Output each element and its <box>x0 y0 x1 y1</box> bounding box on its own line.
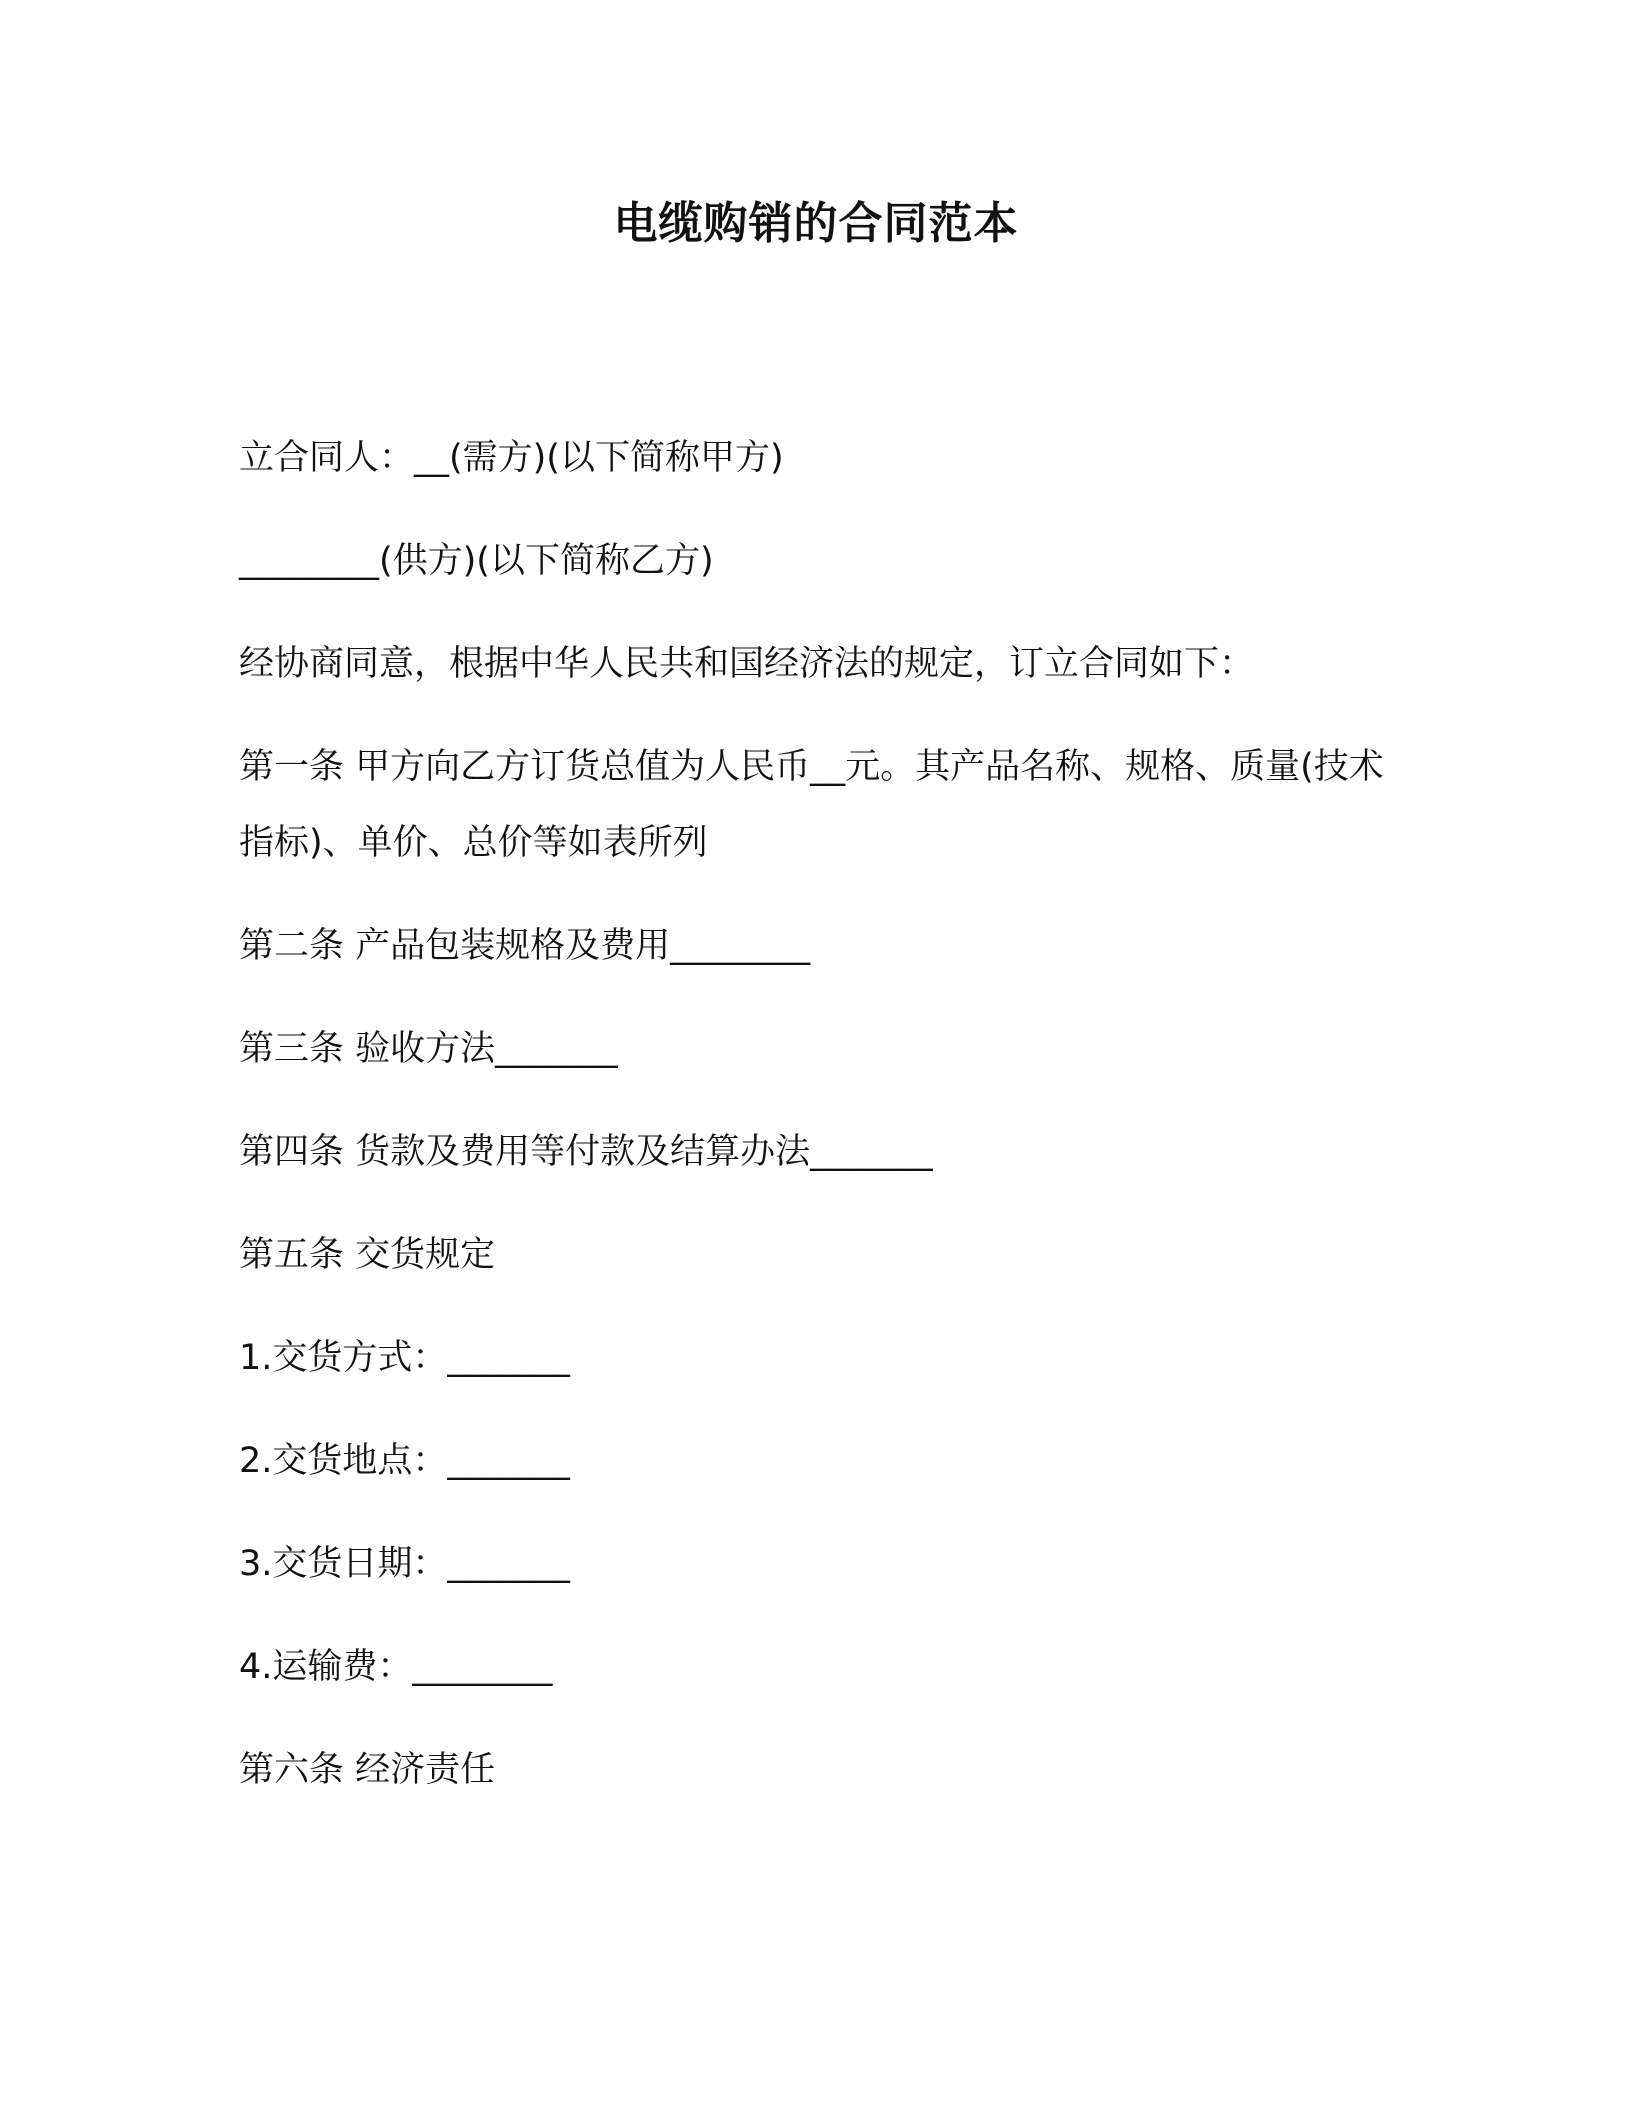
paragraph-article-2: 第二条 产品包装规格及费用________ <box>239 926 811 966</box>
paragraph-delivery-method: 1.交货方式：_______ <box>239 1338 570 1378</box>
paragraph-article-1: 第一条 甲方向乙方订货总值为人民币__元。其产品名称、规格、质量(技术指标)、单价、总价等如表所列 <box>239 747 1384 863</box>
paragraph-article-3: 第三条 验收方法_______ <box>239 1029 618 1069</box>
paragraph-preamble: 经协商同意，根据中华人民共和国经济法的规定，订立合同如下： <box>239 644 1255 684</box>
paragraph-article-5: 第五条 交货规定 <box>239 1235 496 1275</box>
paragraph-delivery-location: 2.交货地点：_______ <box>239 1441 570 1481</box>
paragraph-parties-buyer: 立合同人：__(需方)(以下简称甲方) <box>239 438 784 478</box>
paragraph-transport-fee: 4.运输费：________ <box>239 1647 553 1687</box>
document-body <box>239 420 1399 1835</box>
document-title: 电缆购销的合同范本 <box>613 198 1019 249</box>
paragraph-article-4: 第四条 货款及费用等付款及结算办法_______ <box>239 1132 933 1172</box>
paragraph-parties-seller: ________(供方)(以下简称乙方) <box>239 541 714 581</box>
paragraph-delivery-date: 3.交货日期：_______ <box>239 1544 570 1584</box>
paragraph-article-6: 第六条 经济责任 <box>239 1750 496 1790</box>
